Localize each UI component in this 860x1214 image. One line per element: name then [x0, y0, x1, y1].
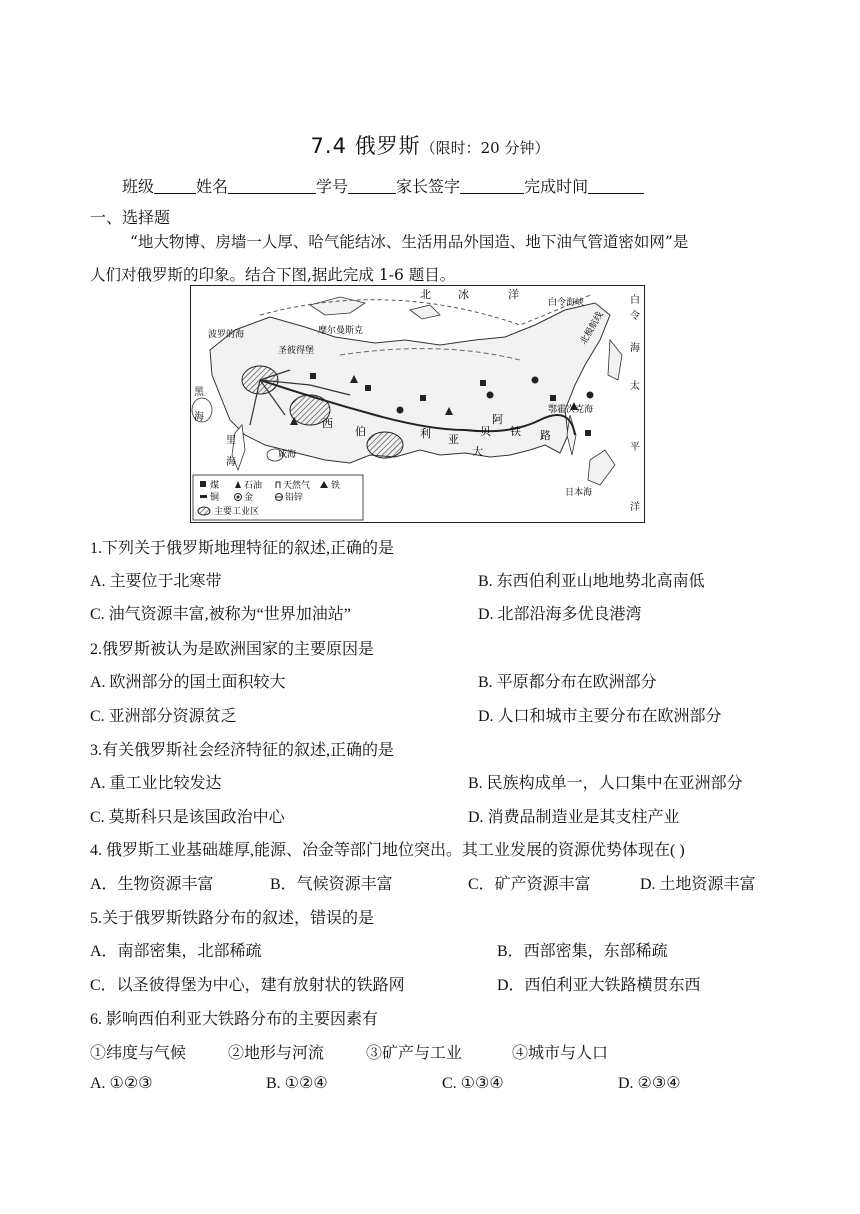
q3-option-d[interactable]: D. 消费品制造业是其支柱产业	[468, 809, 680, 826]
map-label-caspian-2: 海	[226, 457, 236, 468]
section-heading: 一、选择题	[90, 208, 171, 227]
q4-option-c[interactable]: C．矿产资源丰富	[468, 876, 591, 893]
field-parent-blank[interactable]	[460, 177, 524, 194]
map-label-rail-1: 贝	[480, 425, 491, 438]
field-class-blank[interactable]	[154, 177, 196, 194]
legend-lead-zinc: 铅锌	[285, 493, 304, 503]
q5-option-d[interactable]: D．西伯利亚大铁路横贯东西	[497, 977, 701, 994]
legend-gas: 天然气	[283, 481, 311, 491]
q6-factor-2: ②地形与河流	[228, 1045, 325, 1062]
map-label-pacific-2: 令	[630, 311, 640, 322]
map-label-rail-2: 阿	[492, 413, 503, 426]
q2-option-a[interactable]: A. 欧洲部分的国土面积较大	[90, 674, 286, 691]
legend-oil: 石油	[244, 481, 263, 491]
title-sub: （限时：20 分钟）	[420, 139, 550, 157]
industry-area-moscow	[242, 366, 278, 394]
map-label-japan-sea: 日本海	[565, 488, 593, 498]
map-label-baltic: 波罗的海	[208, 330, 245, 340]
intro-line-2: 人们对俄罗斯的印象。结合下图,据此完成 1-6 题目。	[90, 266, 456, 284]
q6-option-b[interactable]: B. ①②④	[266, 1075, 328, 1092]
student-info-line	[122, 174, 644, 197]
map-label-st-petersburg: 圣彼得堡	[278, 346, 315, 356]
map-label-siberia-3: 利	[420, 427, 431, 440]
legend-iron: 铁	[331, 481, 341, 491]
field-class-label: 班级	[122, 177, 155, 196]
q6-factor-4: ④城市与人口	[512, 1045, 609, 1062]
q4-option-d[interactable]: D. 土地资源丰富	[640, 876, 756, 893]
map-label-black-2: 海	[194, 412, 204, 423]
q4-option-b[interactable]: B．气候资源丰富	[270, 876, 393, 893]
q6-factor-1: ①纬度与气候	[90, 1045, 187, 1062]
map-label-arctic-2: 冰	[458, 288, 469, 301]
field-time-label: 完成时间	[524, 177, 589, 196]
russia-map	[190, 285, 645, 523]
q5-option-a[interactable]: A．南部密集，北部稀疏	[90, 943, 262, 960]
q5-option-b[interactable]: B．西部密集，东部稀疏	[497, 943, 668, 960]
question-2-stem: 2.俄罗斯被认为是欧洲国家的主要原因是	[90, 641, 375, 658]
map-label-murmansk: 摩尔曼斯克	[318, 326, 364, 336]
q3-option-a[interactable]: A. 重工业比较发达	[90, 775, 222, 792]
map-label-pacific-6: 洋	[630, 502, 640, 513]
map-label-siberia-1: 西	[322, 417, 333, 430]
field-name-label: 姓名	[196, 177, 229, 196]
legend-coal: 煤	[210, 481, 220, 491]
map-label-route: 北极航线	[578, 310, 606, 347]
map-label-pacific-3: 海	[630, 343, 640, 354]
q2-option-d[interactable]: D. 人口和城市主要分布在欧洲部分	[478, 708, 722, 725]
map-label-siberia-2: 伯	[355, 425, 366, 438]
intro-line-1: “地大物博、房墙一人厚、哈气能结冰、生活用品外国造、地下油气管道密如网”是	[130, 233, 689, 251]
map-label-bering: 白令海峡	[548, 298, 585, 308]
q6-option-d[interactable]: D. ②③④	[618, 1075, 681, 1092]
page-title	[0, 130, 860, 160]
map-label-arctic-3: 洋	[508, 288, 519, 301]
q4-option-a[interactable]: A．生物资源丰富	[90, 876, 214, 893]
map-label-arctic-1: 北	[420, 288, 431, 301]
map-label-okhotsk: 鄂霍次克海	[548, 405, 594, 415]
map-label-pacific-4: 太	[630, 381, 640, 392]
q1-option-c[interactable]: C. 油气资源丰富,被称为“世界加油站”	[90, 606, 351, 623]
question-1-stem: 1.下列关于俄罗斯地理特征的叙述,正确的是	[90, 540, 395, 557]
q6-option-a[interactable]: A. ①②③	[90, 1075, 153, 1092]
q6-factor-3: ③矿产与工业	[366, 1045, 463, 1062]
q2-option-c[interactable]: C. 亚洲部分资源贫乏	[90, 708, 237, 725]
map-label-da: 大	[472, 445, 483, 458]
field-id-blank[interactable]	[348, 177, 396, 194]
q5-option-c[interactable]: C．以圣彼得堡为中心，建有放射状的铁路网	[90, 977, 405, 994]
question-5-stem: 5.关于俄罗斯铁路分布的叙述，错误的是	[90, 910, 375, 927]
map-label-pacific-5: 平	[630, 442, 640, 453]
q3-option-c[interactable]: C. 莫斯科只是该国政治中心	[90, 809, 285, 826]
q6-option-c[interactable]: C. ①③④	[442, 1075, 504, 1092]
field-id-label: 学号	[316, 177, 349, 196]
q1-option-b[interactable]: B. 东西伯利亚山地地势北高南低	[478, 573, 705, 590]
q2-option-b[interactable]: B. 平原都分布在欧洲部分	[478, 674, 657, 691]
field-parent-label: 家长签字	[396, 177, 461, 196]
question-4-stem: 4. 俄罗斯工业基础雄厚,能源、冶金等部门地位突出。其工业发展的资源优势体现在( )	[90, 842, 685, 859]
legend-industry: 主要工业区	[214, 507, 260, 517]
map-label-xianhai: 咸海	[278, 450, 297, 460]
field-time-blank[interactable]	[588, 177, 644, 194]
title-main: 7.4 俄罗斯	[310, 134, 421, 158]
map-label-caspian-1: 里	[226, 435, 236, 446]
map-legend	[193, 475, 363, 520]
industry-area-siberia	[367, 432, 403, 458]
q3-option-b[interactable]: B. 民族构成单一，人口集中在亚洲部分	[468, 775, 743, 792]
map-label-black-1: 黑	[194, 387, 204, 398]
map-label-rail-3: 铁	[510, 425, 521, 438]
q1-option-a[interactable]: A. 主要位于北寒带	[90, 573, 222, 590]
map-label-rail-4: 路	[540, 429, 551, 442]
map-label-siberia-4: 亚	[448, 433, 459, 446]
question-3-stem: 3.有关俄罗斯社会经济特征的叙述,正确的是	[90, 742, 395, 759]
legend-copper: 铜	[210, 493, 220, 503]
question-6-stem: 6. 影响西伯利亚大铁路分布的主要因素有	[90, 1011, 379, 1028]
field-name-blank[interactable]	[228, 177, 316, 194]
q1-option-d[interactable]: D. 北部沿海多优良港湾	[478, 606, 642, 623]
map-label-pacific-1: 白	[630, 295, 640, 306]
legend-gold: 金	[244, 493, 254, 503]
